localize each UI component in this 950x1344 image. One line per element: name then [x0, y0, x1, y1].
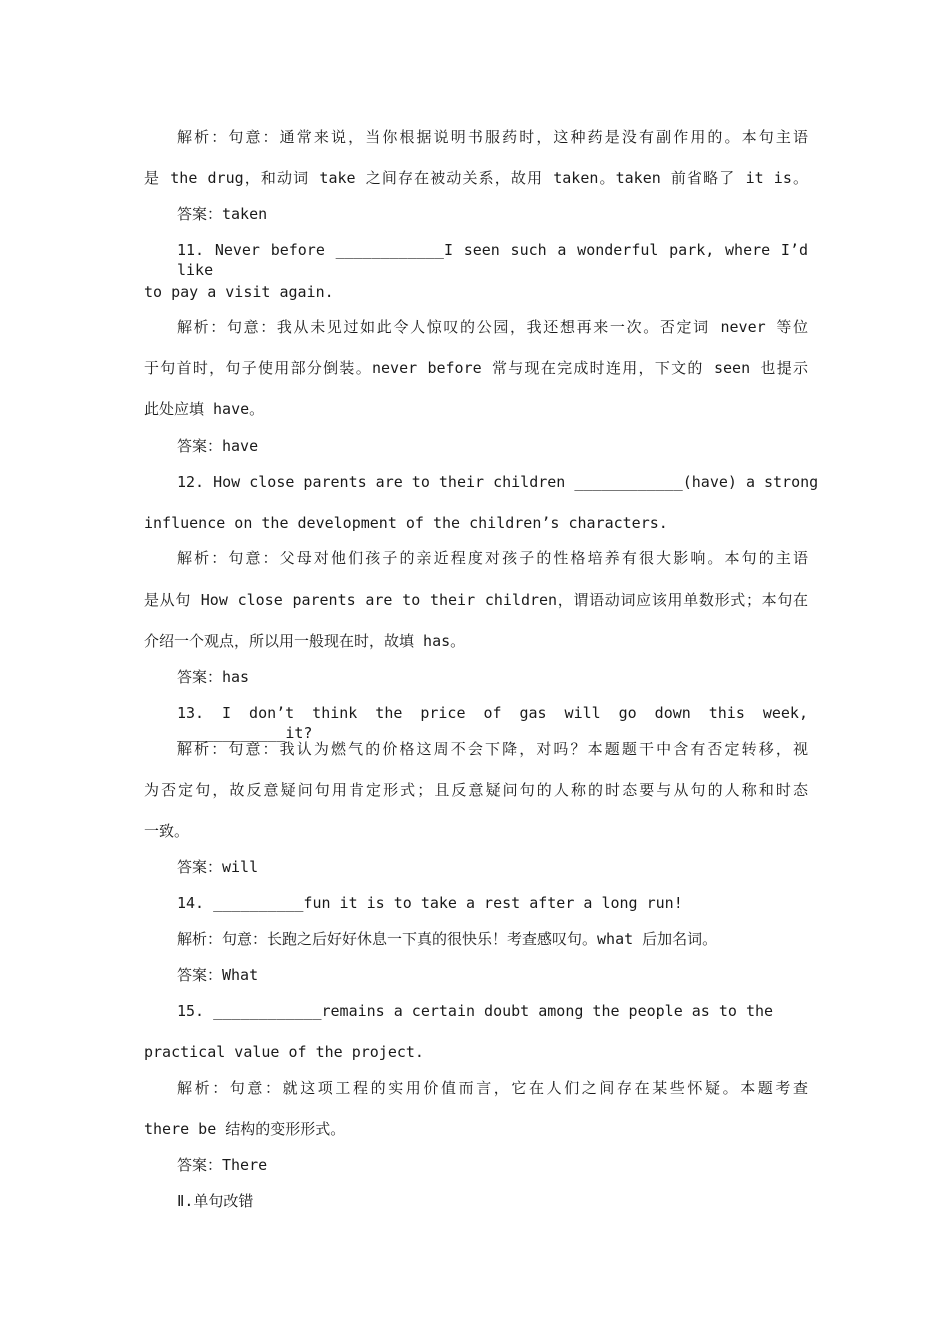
analysis-13-line-3: 一致。 — [144, 822, 190, 840]
answer-14: 答案：What — [177, 966, 259, 984]
question-12-line-1: 12. How close parents are to their children ____________(have) a strong — [177, 473, 819, 491]
answer-10: 答案：taken — [177, 205, 268, 223]
analysis-13-line-1: 解析：句意：我认为燃气的价格这周不会下降，对吗？本题题干中含有否定转移，视 — [177, 740, 808, 758]
answer-13: 答案：will — [177, 858, 259, 876]
analysis-11-line-3: 此处应填 have。 — [144, 400, 265, 418]
section-heading: Ⅱ.单句改错 — [177, 1192, 254, 1210]
answer-12: 答案：has — [177, 668, 250, 686]
analysis-13-line-2: 为否定句，故反意疑问句用肯定形式；且反意疑问句的人称的时态要与从句的人称和时态 — [144, 781, 808, 799]
analysis-15-line-2: there be 结构的变形形式。 — [144, 1120, 346, 1138]
answer-11: 答案：have — [177, 437, 259, 455]
analysis-12-line-3: 介绍一个观点，所以用一般现在时，故填 has。 — [144, 632, 466, 650]
question-11-line-2: to pay a visit again. — [144, 283, 334, 301]
analysis-11-line-1: 解析：句意：我从未见过如此令人惊叹的公园，我还想再来一次。否定词 never 等位 — [177, 318, 808, 336]
analysis-15-line-1: 解析：句意：就这项工程的实用价值而言，它在人们之间存在某些怀疑。本题考查 — [177, 1079, 808, 1097]
analysis-14: 解析：句意：长跑之后好好休息一下真的很快乐！考查感叹句。what 后加名词。 — [177, 930, 718, 948]
question-11-line-1: 11. Never before ____________I seen such a wonderful park, where I’d like — [177, 241, 808, 279]
question-14: 14. __________fun it is to take a rest after a long run! — [177, 894, 683, 912]
question-15-line-1: 15. ____________remains a certain doubt among the people as to the — [177, 1002, 774, 1020]
analysis-12-line-1: 解析：句意：父母对他们孩子的亲近程度对孩子的性格培养有很大影响。本句的主语 — [177, 549, 808, 567]
answer-15: 答案：There — [177, 1156, 268, 1174]
analysis-11-line-2: 于句首时，句子使用部分倒装。never before 常与现在完成时连用，下文的 seen 也提示 — [144, 359, 808, 377]
analysis-12-line-2: 是从句 How close parents are to their children，谓语动词应该用单数形式；本句在 — [144, 591, 808, 609]
question-12-line-2: influence on the development of the children’s characters. — [144, 514, 668, 532]
question-15-line-2: practical value of the project. — [144, 1043, 424, 1061]
question-13: 13. I don’t think the price of gas will go down this week, ____________it? — [177, 704, 808, 742]
analysis-10-line-1: 解析：句意：通常来说，当你根据说明书服药时，这种药是没有副作用的。本句主语 — [177, 128, 808, 146]
analysis-10-line-2: 是 the drug，和动词 take 之间存在被动关系，故用 taken。taken 前省略了 it is。 — [144, 169, 808, 187]
